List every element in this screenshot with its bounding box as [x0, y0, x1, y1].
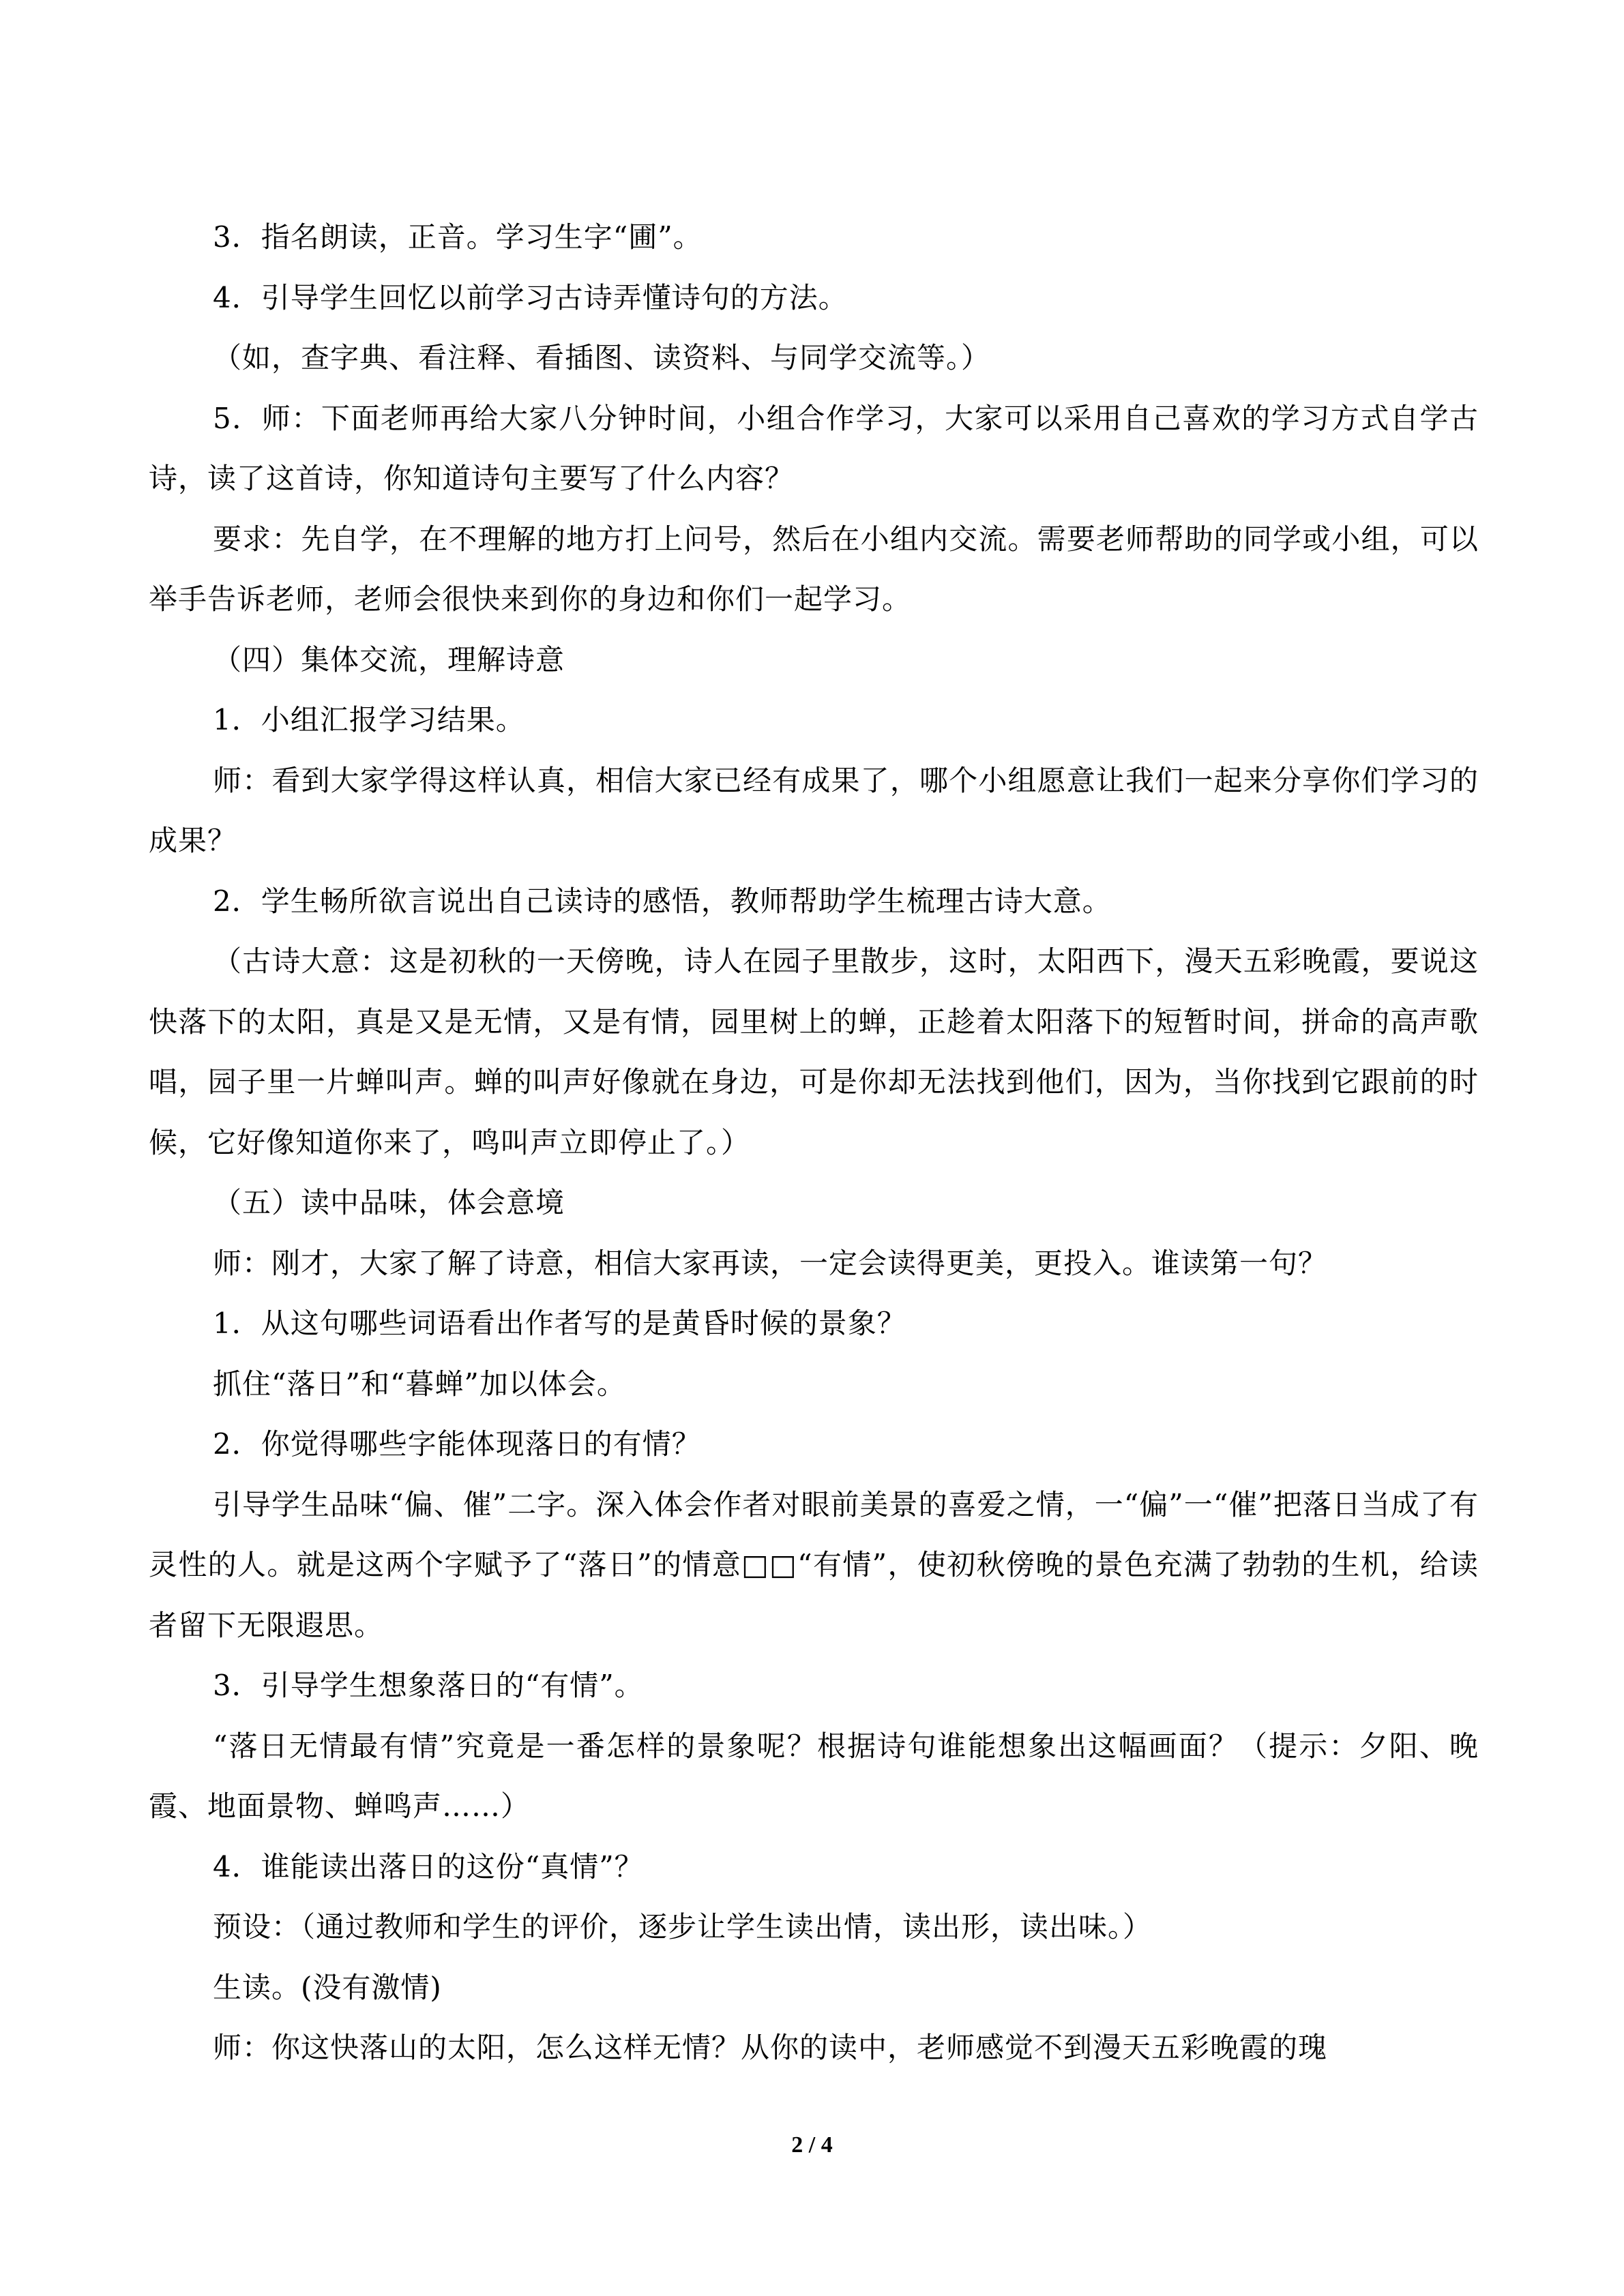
- paragraph: 预设：（通过教师和学生的评价，逐步让学生读出情，读出形，读出味。）: [213, 1910, 1153, 1943]
- page-number: 2 / 4: [791, 2132, 833, 2158]
- paragraph: 师：刚才，大家了解了诗意，相信大家再读，一定会读得更美，更投入。谁读第一句？: [213, 1246, 1328, 1280]
- paragraph: 师：你这快落山的太阳，怎么这样无情？从你的读中，老师感觉不到漫天五彩晚霞的瑰: [213, 2031, 1328, 2064]
- document-body: [149, 207, 1479, 2078]
- paragraph: 要求：先自学，在不理解的地方打上问号，然后在小组内交流。需要老师帮助的同学或小组，可以举手告诉老师，老师会很快来到你的身边和你们一起学习。: [149, 522, 1479, 616]
- section-heading: （四）集体交流，理解诗意: [213, 642, 565, 676]
- paragraph: 2．学生畅所欲言说出自己读诗的感悟，教师帮助学生梳理古诗大意。: [213, 884, 1112, 918]
- paragraph: 生读。(没有激情): [213, 1970, 442, 2004]
- paragraph: 4．引导学生回忆以前学习古诗弄懂诗句的方法。: [213, 280, 848, 314]
- paragraph: 抓住“落日”和“暮蝉”加以体会。: [213, 1367, 626, 1401]
- paragraph: 5．师：下面老师再给大家八分钟时间，小组合作学习，大家可以采用自己喜欢的学习方式自学古诗，读了这首诗，你知道诗句主要写了什么内容？: [149, 401, 1479, 495]
- paragraph: 师：看到大家学得这样认真，相信大家已经有成果了，哪个小组愿意让我们一起来分享你们学习的成果？: [149, 763, 1479, 857]
- paragraph: 引导学生品味“偏、催”二字。深入体会作者对眼前美景的喜爱之情，一“偏”一“催”把落日当成了有灵性的人。就是这两个字赋予了“落日”的情意□□“有情”，使初秋傍晚的景色充满了勃勃的生机，给读者留下无限遐思。: [149, 1487, 1479, 1642]
- paragraph: 4．谁能读出落日的这份“真情”？: [213, 1849, 644, 1883]
- paragraph: 1．从这句哪些词语看出作者写的是黄昏时候的景象？: [213, 1307, 906, 1340]
- paragraph: 3．指名朗读，正音。学习生字“圃”。: [213, 220, 703, 254]
- paragraph: 1．小组汇报学习结果。: [213, 703, 525, 736]
- paragraph: （古诗大意：这是初秋的一天傍晚，诗人在园子里散步，这时，太阳西下，漫天五彩晚霞，要说这快落下的太阳，真是又是无情，又是有情，园里树上的蝉，正趁着太阳落下的短暂时间，拼命的高声歌唱，园子里一片蝉叫声。蝉的叫声好像就在身边，可是你却无法找到他们，因为，当你找到它跟前的时候，它好像知道你来了，鸣叫声立即停止了。）: [149, 944, 1479, 1159]
- section-heading: （五）读中品味，体会意境: [213, 1186, 565, 1219]
- paragraph: （如，查字典、看注释、看插图、读资料、与同学交流等。）: [213, 341, 991, 374]
- paragraph: 2．你觉得哪些字能体现落日的有情？: [213, 1427, 701, 1461]
- paragraph: 3．引导学生想象落日的“有情”。: [213, 1669, 644, 1702]
- paragraph: “落日无情最有情”究竟是一番怎样的景象呢？根据诗句谁能想象出这幅画面？（提示：夕阳、晚霞、地面景物、蝉鸣声……）: [149, 1729, 1479, 1823]
